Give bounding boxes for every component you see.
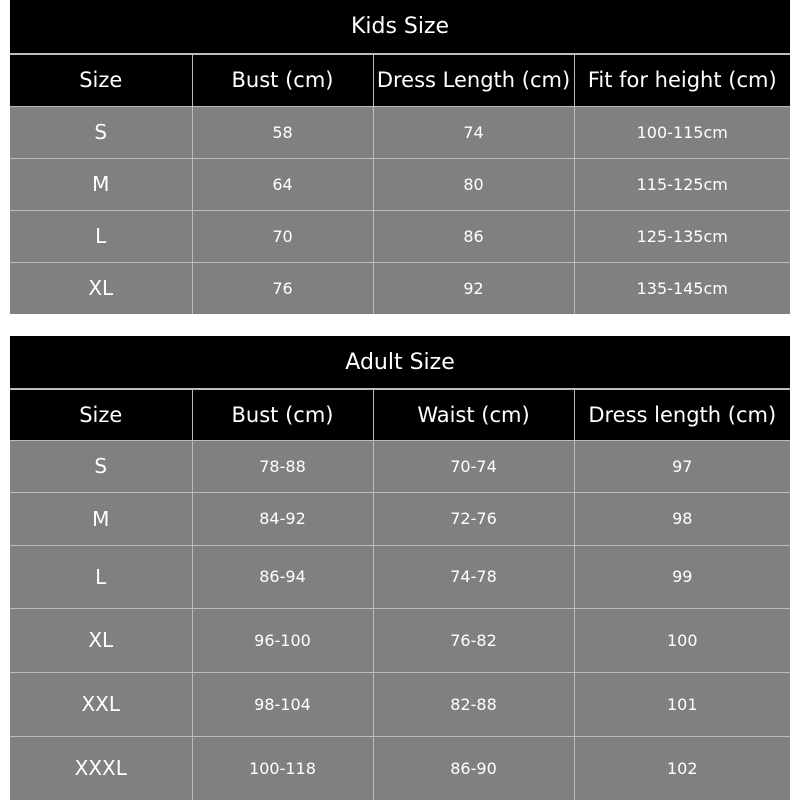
- kids-cell-bust: 58: [192, 106, 373, 158]
- kids-cell-dress-length: 86: [373, 210, 574, 262]
- table-row: [10, 210, 790, 262]
- kids-cell-size: XL: [10, 262, 192, 314]
- kids-header-dress-length: Dress Length (cm): [373, 54, 574, 106]
- adult-cell-size: L: [10, 545, 192, 608]
- adult-cell-size: XL: [10, 608, 192, 672]
- kids-header-size: Size: [10, 54, 192, 106]
- kids-cell-height: 115-125cm: [574, 158, 790, 210]
- adult-cell-bust: 96-100: [192, 608, 373, 672]
- adult-cell-bust: 98-104: [192, 672, 373, 736]
- adult-cell-waist: 86-90: [373, 736, 574, 800]
- table-row: [10, 492, 790, 545]
- adult-cell-dress-length: 99: [574, 545, 790, 608]
- table-row: [10, 440, 790, 492]
- table-row: [10, 106, 790, 158]
- adult-cell-size: XXXL: [10, 736, 192, 800]
- kids-table-title: Kids Size: [10, 0, 790, 54]
- kids-cell-height: 100-115cm: [574, 106, 790, 158]
- kids-header-height: Fit for height (cm): [574, 54, 790, 106]
- kids-cell-dress-length: 92: [373, 262, 574, 314]
- adult-header-dress-length: Dress length (cm): [574, 389, 790, 440]
- kids-cell-size: L: [10, 210, 192, 262]
- adult-cell-dress-length: 97: [574, 440, 790, 492]
- kids-cell-height: 125-135cm: [574, 210, 790, 262]
- adult-cell-dress-length: 98: [574, 492, 790, 545]
- kids-cell-bust: 76: [192, 262, 373, 314]
- kids-cell-bust: 70: [192, 210, 373, 262]
- table-row: [10, 736, 790, 800]
- adult-cell-dress-length: 101: [574, 672, 790, 736]
- adult-cell-waist: 82-88: [373, 672, 574, 736]
- kids-cell-height: 135-145cm: [574, 262, 790, 314]
- adult-cell-size: XXL: [10, 672, 192, 736]
- adult-cell-bust: 100-118: [192, 736, 373, 800]
- kids-cell-size: M: [10, 158, 192, 210]
- adult-header-size: Size: [10, 389, 192, 440]
- adult-cell-waist: 70-74: [373, 440, 574, 492]
- adult-size-table: [10, 336, 790, 800]
- adult-header-waist: Waist (cm): [373, 389, 574, 440]
- adult-cell-size: M: [10, 492, 192, 545]
- adult-cell-waist: 76-82: [373, 608, 574, 672]
- kids-size-table: [10, 0, 790, 314]
- kids-cell-bust: 64: [192, 158, 373, 210]
- table-row: [10, 262, 790, 314]
- table-row: [10, 158, 790, 210]
- table-row: [10, 608, 790, 672]
- kids-cell-size: S: [10, 106, 192, 158]
- kids-cell-dress-length: 74: [373, 106, 574, 158]
- adult-cell-size: S: [10, 440, 192, 492]
- adult-cell-bust: 78-88: [192, 440, 373, 492]
- table-row: [10, 545, 790, 608]
- adult-header-bust: Bust (cm): [192, 389, 373, 440]
- table-row: [10, 672, 790, 736]
- kids-cell-dress-length: 80: [373, 158, 574, 210]
- adult-cell-dress-length: 100: [574, 608, 790, 672]
- adult-cell-dress-length: 102: [574, 736, 790, 800]
- kids-header-bust: Bust (cm): [192, 54, 373, 106]
- adult-cell-waist: 74-78: [373, 545, 574, 608]
- adult-table-title: Adult Size: [10, 336, 790, 389]
- adult-cell-waist: 72-76: [373, 492, 574, 545]
- adult-cell-bust: 86-94: [192, 545, 373, 608]
- adult-cell-bust: 84-92: [192, 492, 373, 545]
